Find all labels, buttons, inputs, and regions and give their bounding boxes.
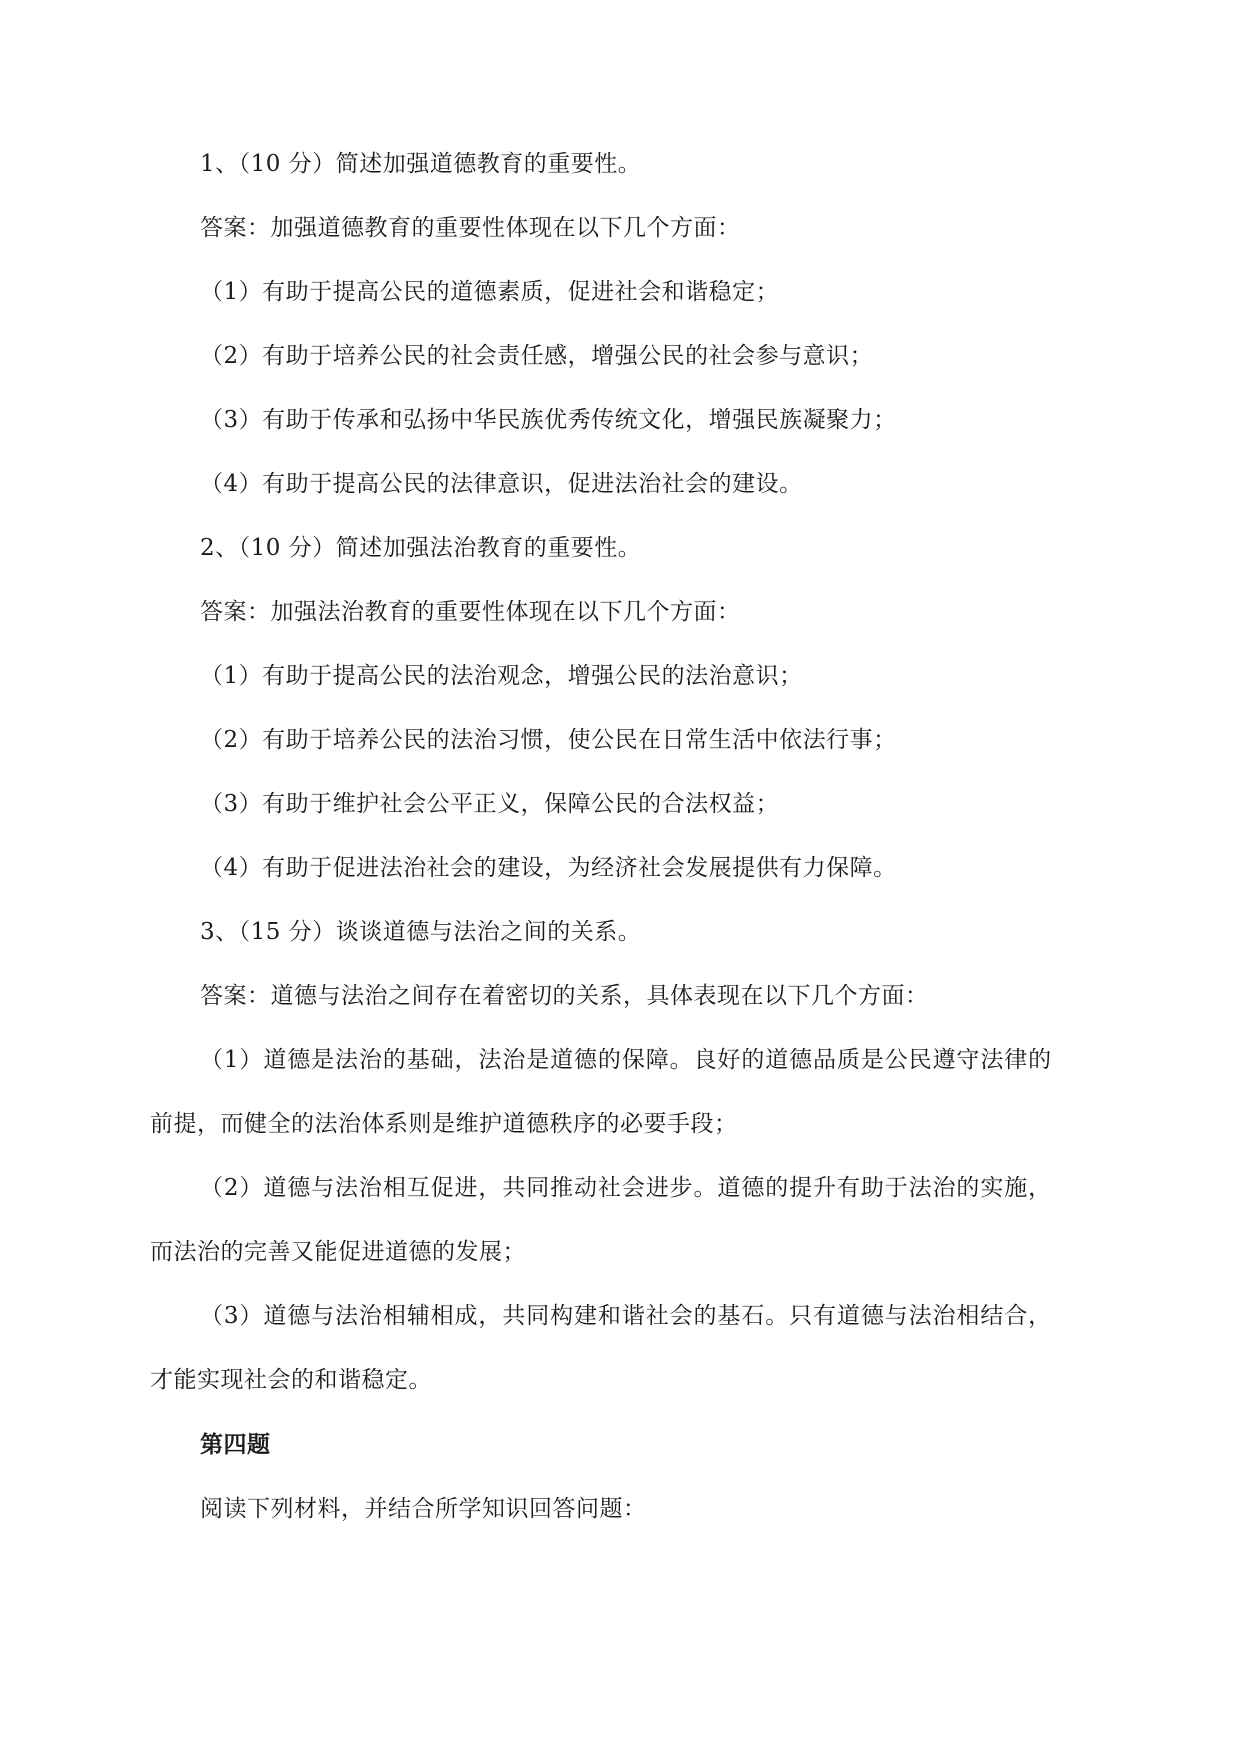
question-1-point-4: （4）有助于提高公民的法律意识，促进法治社会的建设。 (200, 471, 803, 497)
section-4-instruction: 阅读下列材料，并结合所学知识回答问题： (200, 1496, 647, 1522)
question-2-point-2: （2）有助于培养公民的法治习惯，使公民在日常生活中依法行事； (200, 727, 897, 753)
question-2-point-4: （4）有助于促进法治社会的建设，为经济社会发展提供有力保障。 (200, 855, 897, 881)
question-2-point-3: （3）有助于维护社会公平正义，保障公民的合法权益； (200, 791, 780, 817)
question-1-point-3: （3）有助于传承和弘扬中华民族优秀传统文化，增强民族凝聚力； (200, 407, 897, 433)
question-3-title: 3、（15 分）谈谈道德与法治之间的关系。 (200, 919, 642, 945)
question-3-point-3-line-2: 才能实现社会的和谐稳定。 (150, 1367, 432, 1393)
question-2-answer-intro: 答案：加强法治教育的重要性体现在以下几个方面： (200, 599, 741, 625)
question-3-answer-intro: 答案：道德与法治之间存在着密切的关系，具体表现在以下几个方面： (200, 983, 929, 1009)
question-3-point-2-line-1: （2）道德与法治相互促进，共同推动社会进步。道德的提升有助于法治的实施， (200, 1175, 1053, 1201)
question-1-title: 1、（10 分）简述加强道德教育的重要性。 (200, 151, 642, 177)
question-1-point-1: （1）有助于提高公民的道德素质，促进社会和谐稳定； (200, 279, 780, 305)
question-3-point-1-line-1: （1）道德是法治的基础，法治是道德的保障。良好的道德品质是公民遵守法律的 (200, 1047, 1053, 1073)
question-1-point-2: （2）有助于培养公民的社会责任感，增强公民的社会参与意识； (200, 343, 874, 369)
question-2-point-1: （1）有助于提高公民的法治观念，增强公民的法治意识； (200, 663, 803, 689)
question-3-point-3-line-1: （3）道德与法治相辅相成，共同构建和谐社会的基石。只有道德与法治相结合， (200, 1303, 1053, 1329)
section-4-heading: 第四题 (200, 1432, 271, 1458)
question-1-answer-intro: 答案：加强道德教育的重要性体现在以下几个方面： (200, 215, 741, 241)
question-3-point-2-line-2: 而法治的完善又能促进道德的发展； (150, 1239, 526, 1265)
question-3-point-1-line-2: 前提，而健全的法治体系则是维护道德秩序的必要手段； (150, 1111, 738, 1137)
question-2-title: 2、（10 分）简述加强法治教育的重要性。 (200, 535, 642, 561)
